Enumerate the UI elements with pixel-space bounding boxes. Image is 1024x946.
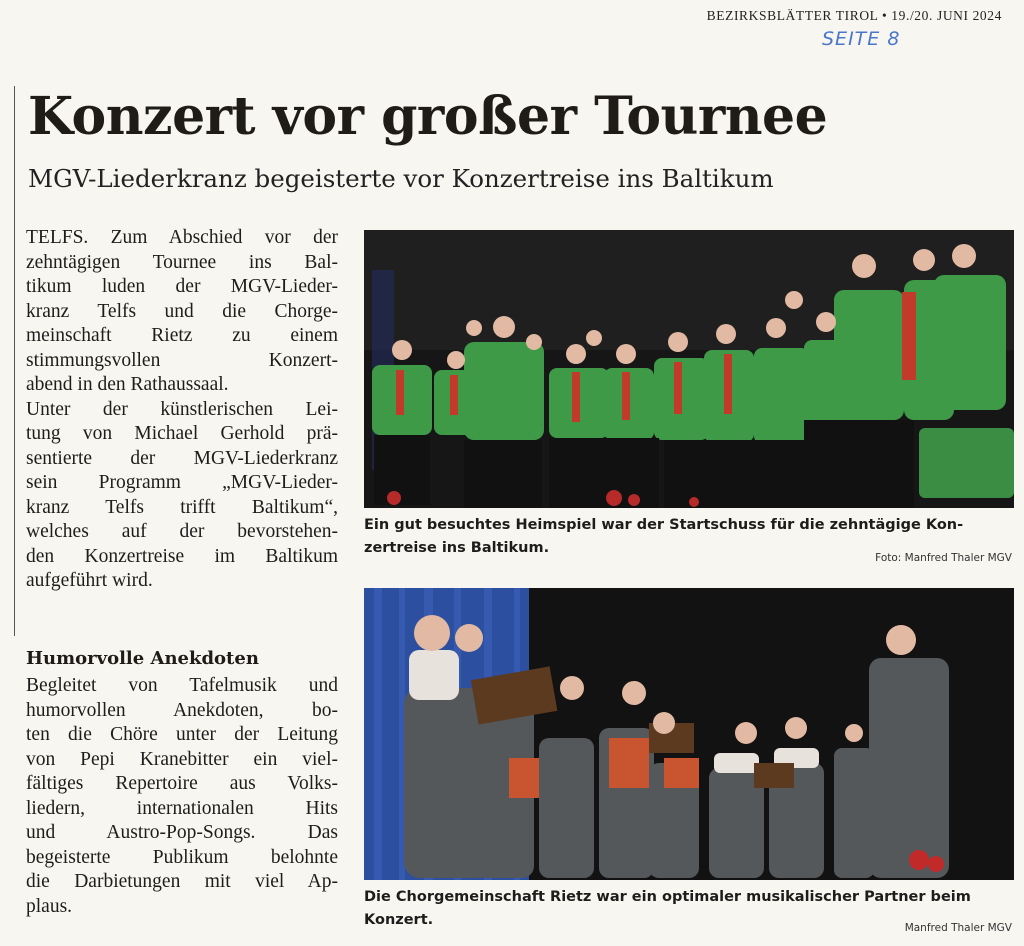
text-line: von Pepi Kranebitter ein viel-: [26, 748, 338, 770]
text-line: liedern, internationalen Hits: [26, 797, 338, 819]
text-line: meinschaft Rietz zu einem: [26, 325, 338, 346]
publication-header: BEZIRKSBLÄTTER TIROL • 19./20. JUNI 2024: [706, 8, 1002, 23]
photo1-credit: Foto: Manfred Thaler MGV: [875, 552, 1012, 564]
section-subhead: Humorvolle Anekdoten: [26, 648, 259, 669]
text-line: sentierte der MGV-Liederkranz: [26, 447, 338, 469]
caption-line: Konzert.: [364, 912, 434, 928]
text-line: abend in den Rathaussaal.: [26, 374, 229, 395]
choir-illustration: [364, 230, 1014, 508]
caption-line: zertreise ins Baltikum.: [364, 540, 550, 556]
photo-mixed-choir: [364, 588, 1014, 880]
text-line: stimmungsvollen Konzert-: [26, 349, 338, 371]
text-line: humorvollen Anekdoten, bo-: [26, 699, 338, 721]
column-rule: [14, 86, 15, 636]
text-line: fältiges Repertoire aus Volks-: [26, 773, 338, 794]
text-line: kranz Telfs trifft Baltikum“,: [26, 496, 338, 518]
text-line: Unter der künstlerischen Lei-: [26, 398, 338, 420]
text-line: den Konzertreise im Baltikum: [26, 545, 338, 567]
text-line: die Darbietungen mit viel Ap-: [26, 871, 338, 892]
paragraph-intro: [26, 226, 338, 594]
caption-line: Ein gut besuchtes Heimspiel war der Startschuss für die zehntägige Kon-: [364, 517, 964, 533]
text-line: und Austro-Pop-Songs. Das: [26, 822, 338, 843]
text-line: TELFS. Zum Abschied vor der: [26, 227, 338, 248]
text-line: aufgeführt wird.: [26, 570, 153, 591]
text-line: begeisterte Publikum belohnte: [26, 846, 338, 868]
text-line: ten die Chöre unter der Leitung: [26, 724, 338, 745]
text-line: Begleitet von Tafelmusik und: [26, 675, 338, 696]
text-line: welches auf der bevorstehen-: [26, 521, 338, 542]
photo2-credit: Manfred Thaler MGV: [904, 922, 1012, 934]
text-line: kranz Telfs und die Chorge-: [26, 300, 338, 322]
headline: Konzert vor großer Tournee: [28, 86, 828, 147]
photo-male-choir: [364, 230, 1014, 508]
text-line: tung von Michael Gerhold prä-: [26, 423, 338, 444]
text-line: plaus.: [26, 895, 73, 917]
text-line: sein Programm „MGV-Lieder-: [26, 472, 338, 493]
text-line: zehntägigen Tournee ins Bal-: [26, 251, 338, 273]
choir-rietz-illustration: [364, 588, 1014, 880]
subheadline: MGV-Liederkranz begeisterte vor Konzertreise ins Baltikum: [28, 164, 774, 193]
caption-line: Die Chorgemeinschaft Rietz war ein optimaler musikalischer Partner beim: [364, 889, 971, 905]
text-line: tikum luden der MGV-Lieder-: [26, 276, 338, 297]
paragraph-anecdotes: [26, 674, 338, 919]
handwritten-page-note: SEITE 8: [822, 28, 901, 50]
